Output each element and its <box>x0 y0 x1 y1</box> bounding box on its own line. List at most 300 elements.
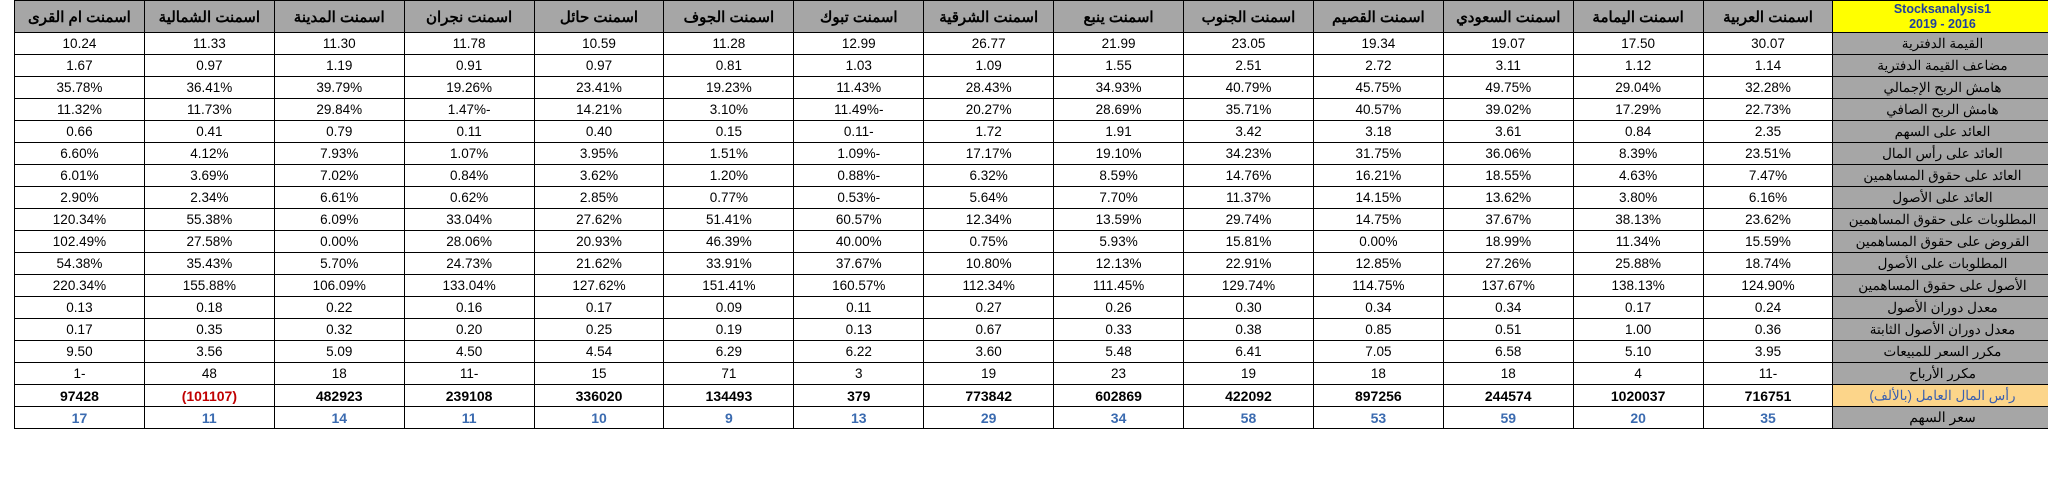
data-cell[interactable]: 4.50 <box>404 341 534 363</box>
share-price-row <box>15 407 2048 429</box>
data-cell[interactable]: 11 <box>144 407 274 429</box>
row-label[interactable]: القروض على حقوق المساهمين <box>1833 231 2048 253</box>
data-cell[interactable]: 3.11 <box>1443 55 1573 77</box>
data-cell[interactable]: 1.20% <box>664 165 794 187</box>
data-cell[interactable]: 19.23% <box>664 77 794 99</box>
data-cell[interactable]: 1.72 <box>924 121 1054 143</box>
data-cell[interactable]: 5.10 <box>1573 341 1703 363</box>
data-cell[interactable]: 5.70% <box>274 253 404 275</box>
data-cell[interactable]: 22.91% <box>1184 253 1314 275</box>
data-cell[interactable]: 19.10% <box>1054 143 1184 165</box>
data-cell[interactable]: 35.71% <box>1184 99 1314 121</box>
data-cell[interactable]: 0.22 <box>274 297 404 319</box>
data-cell[interactable]: 36.06% <box>1443 143 1573 165</box>
data-cell[interactable]: 58 <box>1184 407 1314 429</box>
row-label[interactable]: العائد على الأصول <box>1833 187 2048 209</box>
data-cell[interactable]: 0.13 <box>794 319 924 341</box>
data-cell[interactable]: 0.84 <box>1573 121 1703 143</box>
data-cell[interactable]: 2.90% <box>15 187 145 209</box>
data-cell[interactable]: 23 <box>1054 363 1184 385</box>
data-cell[interactable]: 10.59 <box>534 33 664 55</box>
data-cell[interactable]: 4 <box>1573 363 1703 385</box>
data-cell[interactable]: 23.41% <box>534 77 664 99</box>
data-cell[interactable]: 20 <box>1573 407 1703 429</box>
data-cell[interactable]: 19.34 <box>1313 33 1443 55</box>
data-cell[interactable]: 114.75% <box>1313 275 1443 297</box>
data-cell[interactable]: 71 <box>664 363 794 385</box>
data-cell[interactable]: 0.34 <box>1443 297 1573 319</box>
data-cell[interactable]: 16.21% <box>1313 165 1443 187</box>
data-cell[interactable]: 6.22 <box>794 341 924 363</box>
data-cell[interactable]: 0.24 <box>1703 297 1833 319</box>
data-cell[interactable]: 0.16 <box>404 297 534 319</box>
data-cell[interactable]: 4.12% <box>144 143 274 165</box>
data-cell[interactable]: 0.77% <box>664 187 794 209</box>
data-cell[interactable]: 11.78 <box>404 33 534 55</box>
data-cell[interactable]: 40.79% <box>1184 77 1314 99</box>
row-label[interactable]: مكرر السعر للمبيعات <box>1833 341 2048 363</box>
data-cell[interactable]: 51.41% <box>664 209 794 231</box>
table-row <box>15 77 2048 99</box>
row-label[interactable]: هامش الربح الإجمالي <box>1833 77 2048 99</box>
table-row <box>15 209 2048 231</box>
data-cell[interactable]: 29.04% <box>1573 77 1703 99</box>
data-cell[interactable]: 53 <box>1313 407 1443 429</box>
data-cell[interactable]: 0.84% <box>404 165 534 187</box>
data-cell[interactable]: 6.61% <box>274 187 404 209</box>
data-cell[interactable]: 6.41 <box>1184 341 1314 363</box>
data-cell[interactable]: 137.67% <box>1443 275 1573 297</box>
company-header[interactable]: اسمنت اليمامة <box>1573 1 1703 33</box>
data-cell[interactable]: 0.00% <box>274 231 404 253</box>
data-cell[interactable]: 18 <box>1313 363 1443 385</box>
data-cell[interactable]: 35.78% <box>15 77 145 99</box>
data-cell[interactable]: 18.55% <box>1443 165 1573 187</box>
data-cell[interactable]: 1.51% <box>664 143 794 165</box>
data-cell[interactable]: 0.17 <box>15 319 145 341</box>
row-label[interactable]: المطلوبات على حقوق المساهمين <box>1833 209 2048 231</box>
data-cell[interactable]: 6.29 <box>664 341 794 363</box>
data-cell[interactable]: 59 <box>1443 407 1573 429</box>
data-cell[interactable]: 48 <box>144 363 274 385</box>
data-cell[interactable]: 12.85% <box>1313 253 1443 275</box>
data-cell[interactable]: 0.00% <box>1313 231 1443 253</box>
data-cell[interactable]: 5.09 <box>274 341 404 363</box>
data-cell[interactable]: 3.10% <box>664 99 794 121</box>
row-label[interactable]: رأس المال العامل (بالألف) <box>1833 385 2048 407</box>
data-cell[interactable]: 6.16% <box>1703 187 1833 209</box>
data-cell[interactable]: 18 <box>1443 363 1573 385</box>
data-cell[interactable]: 2.34% <box>144 187 274 209</box>
data-cell[interactable]: 5.48 <box>1054 341 1184 363</box>
data-cell[interactable]: 20.93% <box>534 231 664 253</box>
data-cell[interactable]: 23.62% <box>1703 209 1833 231</box>
data-cell[interactable]: 1.03 <box>794 55 924 77</box>
data-cell[interactable]: 18.74% <box>1703 253 1833 275</box>
data-cell[interactable]: 1.67 <box>15 55 145 77</box>
table-row <box>15 99 2048 121</box>
data-cell[interactable]: 37.67% <box>794 253 924 275</box>
data-cell[interactable]: 0.81 <box>664 55 794 77</box>
data-cell[interactable]: 0.17 <box>1573 297 1703 319</box>
data-cell[interactable]: 127.62% <box>534 275 664 297</box>
data-cell[interactable]: 422092 <box>1184 385 1314 407</box>
data-cell[interactable]: 9.50 <box>15 341 145 363</box>
data-cell[interactable]: 0.38 <box>1184 319 1314 341</box>
data-cell[interactable]: 133.04% <box>404 275 534 297</box>
data-cell[interactable]: 160.57% <box>794 275 924 297</box>
company-header[interactable]: اسمنت الشرقية <box>924 1 1054 33</box>
data-cell[interactable]: 19 <box>924 363 1054 385</box>
data-cell[interactable]: 6.58 <box>1443 341 1573 363</box>
data-cell[interactable]: 28.69% <box>1054 99 1184 121</box>
data-cell[interactable]: 12.99 <box>794 33 924 55</box>
data-cell[interactable]: 1.91 <box>1054 121 1184 143</box>
data-cell[interactable]: 11.37% <box>1184 187 1314 209</box>
data-cell[interactable]: 106.09% <box>274 275 404 297</box>
data-cell[interactable]: -0.11 <box>794 121 924 143</box>
data-cell[interactable]: 8.39% <box>1573 143 1703 165</box>
data-cell[interactable]: 4.63% <box>1573 165 1703 187</box>
data-cell[interactable]: 29.74% <box>1184 209 1314 231</box>
data-cell[interactable]: 33.91% <box>664 253 794 275</box>
data-cell[interactable]: 111.45% <box>1054 275 1184 297</box>
data-cell[interactable]: 897256 <box>1313 385 1443 407</box>
data-cell[interactable]: 27.26% <box>1443 253 1573 275</box>
data-cell[interactable]: 112.34% <box>924 275 1054 297</box>
data-cell[interactable]: 0.19 <box>664 319 794 341</box>
data-cell[interactable]: 13.62% <box>1443 187 1573 209</box>
data-cell[interactable]: 0.17 <box>534 297 664 319</box>
data-cell[interactable]: 30.07 <box>1703 33 1833 55</box>
data-cell[interactable]: 0.66 <box>15 121 145 143</box>
data-cell[interactable]: 38.13% <box>1573 209 1703 231</box>
company-header[interactable]: اسمنت حائل <box>534 1 664 33</box>
data-cell[interactable]: 40.00% <box>794 231 924 253</box>
data-cell[interactable]: 3 <box>794 363 924 385</box>
data-cell[interactable]: 336020 <box>534 385 664 407</box>
data-cell[interactable]: 0.35 <box>144 319 274 341</box>
data-cell[interactable]: 239108 <box>404 385 534 407</box>
data-cell[interactable]: 138.13% <box>1573 275 1703 297</box>
table-row <box>15 33 2048 55</box>
data-cell[interactable]: 1.55 <box>1054 55 1184 77</box>
data-cell[interactable]: 14 <box>274 407 404 429</box>
data-cell[interactable]: 6.09% <box>274 209 404 231</box>
data-cell[interactable]: 1.14 <box>1703 55 1833 77</box>
data-cell[interactable]: 19 <box>1184 363 1314 385</box>
data-cell[interactable]: 11.28 <box>664 33 794 55</box>
data-cell[interactable]: 0.11 <box>404 121 534 143</box>
data-cell[interactable]: (101107) <box>144 385 274 407</box>
row-label[interactable]: معدل دوران الأصول الثابتة <box>1833 319 2048 341</box>
data-cell[interactable]: 29 <box>924 407 1054 429</box>
data-cell[interactable]: 45.75% <box>1313 77 1443 99</box>
data-cell[interactable]: -0.53% <box>794 187 924 209</box>
data-cell[interactable]: 27.62% <box>534 209 664 231</box>
data-cell[interactable]: 3.18 <box>1313 121 1443 143</box>
data-cell[interactable]: 102.49% <box>15 231 145 253</box>
data-cell[interactable]: 21.99 <box>1054 33 1184 55</box>
data-cell[interactable]: 17 <box>15 407 145 429</box>
data-cell[interactable]: 19.26% <box>404 77 534 99</box>
data-cell[interactable]: 11 <box>404 407 534 429</box>
data-cell[interactable]: 155.88% <box>144 275 274 297</box>
data-cell[interactable]: 1.07% <box>404 143 534 165</box>
data-cell[interactable]: 3.61 <box>1443 121 1573 143</box>
data-cell[interactable]: 3.95 <box>1703 341 1833 363</box>
data-cell[interactable]: 3.69% <box>144 165 274 187</box>
data-cell[interactable]: 21.62% <box>534 253 664 275</box>
data-cell[interactable]: 25.88% <box>1573 253 1703 275</box>
data-cell[interactable]: 34.23% <box>1184 143 1314 165</box>
data-cell[interactable]: 5.64% <box>924 187 1054 209</box>
data-cell[interactable]: 6.60% <box>15 143 145 165</box>
data-cell[interactable]: 0.36 <box>1703 319 1833 341</box>
data-cell[interactable]: 11.73% <box>144 99 274 121</box>
data-cell[interactable]: 0.51 <box>1443 319 1573 341</box>
data-cell[interactable]: 716751 <box>1703 385 1833 407</box>
data-cell[interactable]: -1 <box>15 363 145 385</box>
row-label[interactable]: القيمة الدفترية <box>1833 33 2048 55</box>
data-cell[interactable]: 1.09 <box>924 55 1054 77</box>
data-cell[interactable]: 0.13 <box>15 297 145 319</box>
table-row <box>15 297 2048 319</box>
data-cell[interactable]: 10.24 <box>15 33 145 55</box>
row-label[interactable]: مضاعف القيمة الدفترية <box>1833 55 2048 77</box>
data-cell[interactable]: 4.54 <box>534 341 664 363</box>
data-cell[interactable]: -1.09% <box>794 143 924 165</box>
data-cell[interactable]: 11.34% <box>1573 231 1703 253</box>
data-cell[interactable]: 37.67% <box>1443 209 1573 231</box>
data-cell[interactable]: 13.59% <box>1054 209 1184 231</box>
table-row <box>15 231 2048 253</box>
data-cell[interactable]: 28.06% <box>404 231 534 253</box>
data-cell[interactable]: 1.00 <box>1573 319 1703 341</box>
data-cell[interactable]: 35 <box>1703 407 1833 429</box>
data-cell[interactable]: 26.77 <box>924 33 1054 55</box>
data-cell[interactable]: 0.67 <box>924 319 1054 341</box>
data-cell[interactable]: 11.32% <box>15 99 145 121</box>
data-cell[interactable]: 11.33 <box>144 33 274 55</box>
data-cell[interactable]: 244574 <box>1443 385 1573 407</box>
data-cell[interactable]: 11.43% <box>794 77 924 99</box>
data-cell[interactable]: 0.09 <box>664 297 794 319</box>
data-cell[interactable]: 1.19 <box>274 55 404 77</box>
data-cell[interactable]: 34 <box>1054 407 1184 429</box>
table-row <box>15 253 2048 275</box>
data-cell[interactable]: 55.38% <box>144 209 274 231</box>
data-cell[interactable]: -1.47% <box>404 99 534 121</box>
data-cell[interactable]: 27.58% <box>144 231 274 253</box>
data-cell[interactable]: 3.95% <box>534 143 664 165</box>
data-cell[interactable]: 3.62% <box>534 165 664 187</box>
data-cell[interactable]: 0.30 <box>1184 297 1314 319</box>
data-cell[interactable]: 33.04% <box>404 209 534 231</box>
data-cell[interactable]: 46.39% <box>664 231 794 253</box>
data-cell[interactable]: 39.02% <box>1443 99 1573 121</box>
data-cell[interactable]: 15.81% <box>1184 231 1314 253</box>
row-label[interactable]: الأصول على حقوق المساهمين <box>1833 275 2048 297</box>
data-cell[interactable]: 0.79 <box>274 121 404 143</box>
data-cell[interactable]: 36.41% <box>144 77 274 99</box>
data-cell[interactable]: 32.28% <box>1703 77 1833 99</box>
company-header[interactable]: اسمنت تبوك <box>794 1 924 33</box>
table-row <box>15 319 2048 341</box>
row-label[interactable]: سعر السهم <box>1833 407 2048 429</box>
data-cell[interactable]: 2.51 <box>1184 55 1314 77</box>
data-cell[interactable]: 17.29% <box>1573 99 1703 121</box>
row-label[interactable]: العائد على رأس المال <box>1833 143 2048 165</box>
data-cell[interactable]: 7.47% <box>1703 165 1833 187</box>
data-cell[interactable]: 482923 <box>274 385 404 407</box>
row-label[interactable]: مكرر الأرباح <box>1833 363 2048 385</box>
data-cell[interactable]: 22.73% <box>1703 99 1833 121</box>
data-cell[interactable]: 124.90% <box>1703 275 1833 297</box>
company-header[interactable]: اسمنت المدينة <box>274 1 404 33</box>
data-cell[interactable]: 54.38% <box>15 253 145 275</box>
row-label[interactable]: المطلوبات على الأصول <box>1833 253 2048 275</box>
data-cell[interactable]: 31.75% <box>1313 143 1443 165</box>
data-cell[interactable]: 773842 <box>924 385 1054 407</box>
data-cell[interactable]: 18.99% <box>1443 231 1573 253</box>
data-cell[interactable]: 17.17% <box>924 143 1054 165</box>
data-cell[interactable]: 34.93% <box>1054 77 1184 99</box>
data-cell[interactable]: 13 <box>794 407 924 429</box>
data-cell[interactable]: 0.41 <box>144 121 274 143</box>
data-cell[interactable]: 0.18 <box>144 297 274 319</box>
data-cell[interactable]: 134493 <box>664 385 794 407</box>
data-cell[interactable]: 3.56 <box>144 341 274 363</box>
data-cell[interactable]: 6.01% <box>15 165 145 187</box>
data-cell[interactable]: 1.12 <box>1573 55 1703 77</box>
table-row <box>15 121 2048 143</box>
data-cell[interactable]: 0.15 <box>664 121 794 143</box>
data-cell[interactable]: 602869 <box>1054 385 1184 407</box>
data-cell[interactable]: 8.59% <box>1054 165 1184 187</box>
data-cell[interactable]: 0.11 <box>794 297 924 319</box>
data-cell[interactable]: 11.30 <box>274 33 404 55</box>
data-cell[interactable]: 0.91 <box>404 55 534 77</box>
data-cell[interactable]: 379 <box>794 385 924 407</box>
data-cell[interactable]: 220.34% <box>15 275 145 297</box>
data-cell[interactable]: -11.49% <box>794 99 924 121</box>
row-label[interactable]: العائد على حقوق المساهمين <box>1833 165 2048 187</box>
company-header[interactable]: اسمنت العربية <box>1703 1 1833 33</box>
data-cell[interactable]: 7.02% <box>274 165 404 187</box>
data-cell[interactable]: 15 <box>534 363 664 385</box>
table-row <box>15 55 2048 77</box>
data-cell[interactable]: 7.70% <box>1054 187 1184 209</box>
data-cell[interactable]: 5.93% <box>1054 231 1184 253</box>
company-header[interactable]: اسمنت القصيم <box>1313 1 1443 33</box>
period-label: 2016 - 2019 <box>1909 17 1976 31</box>
data-cell[interactable]: 17.50 <box>1573 33 1703 55</box>
data-cell[interactable]: 60.57% <box>794 209 924 231</box>
data-cell[interactable]: 0.97 <box>534 55 664 77</box>
corner-cell[interactable] <box>1833 1 2048 33</box>
data-cell[interactable]: 1020037 <box>1573 385 1703 407</box>
data-cell[interactable]: 14.76% <box>1184 165 1314 187</box>
data-cell[interactable]: 151.41% <box>664 275 794 297</box>
data-cell[interactable]: 0.27 <box>924 297 1054 319</box>
data-cell[interactable]: 2.35 <box>1703 121 1833 143</box>
data-cell[interactable]: 3.42 <box>1184 121 1314 143</box>
company-header[interactable]: اسمنت الجوف <box>664 1 794 33</box>
data-cell[interactable]: 49.75% <box>1443 77 1573 99</box>
data-cell[interactable]: 3.60 <box>924 341 1054 363</box>
data-cell[interactable]: 2.85% <box>534 187 664 209</box>
company-header[interactable]: اسمنت نجران <box>404 1 534 33</box>
data-cell[interactable]: 9 <box>664 407 794 429</box>
row-label[interactable]: العائد على السهم <box>1833 121 2048 143</box>
data-cell[interactable]: 0.97 <box>144 55 274 77</box>
ratios-table <box>14 0 2048 429</box>
company-header[interactable]: اسمنت ينبع <box>1054 1 1184 33</box>
data-cell[interactable]: 0.75% <box>924 231 1054 253</box>
data-cell[interactable]: 29.84% <box>274 99 404 121</box>
data-cell[interactable]: -11 <box>1703 363 1833 385</box>
data-cell[interactable]: 0.20 <box>404 319 534 341</box>
data-cell[interactable]: -0.88% <box>794 165 924 187</box>
data-cell[interactable]: 19.07 <box>1443 33 1573 55</box>
data-cell[interactable]: 0.33 <box>1054 319 1184 341</box>
data-cell[interactable]: 14.15% <box>1313 187 1443 209</box>
row-label[interactable]: معدل دوران الأصول <box>1833 297 2048 319</box>
row-label[interactable]: هامش الربح الصافي <box>1833 99 2048 121</box>
data-cell[interactable]: 10.80% <box>924 253 1054 275</box>
data-cell[interactable]: 0.32 <box>274 319 404 341</box>
header-row <box>15 1 2048 33</box>
data-cell[interactable]: 6.32% <box>924 165 1054 187</box>
data-cell[interactable]: 35.43% <box>144 253 274 275</box>
data-cell[interactable]: -11 <box>404 363 534 385</box>
data-cell[interactable]: 14.75% <box>1313 209 1443 231</box>
data-cell[interactable]: 7.93% <box>274 143 404 165</box>
data-cell[interactable]: 20.27% <box>924 99 1054 121</box>
data-cell[interactable]: 10 <box>534 407 664 429</box>
data-cell[interactable]: 14.21% <box>534 99 664 121</box>
data-cell[interactable]: 2.72 <box>1313 55 1443 77</box>
data-cell[interactable]: 28.43% <box>924 77 1054 99</box>
data-cell[interactable]: 0.85 <box>1313 319 1443 341</box>
data-cell[interactable]: 39.79% <box>274 77 404 99</box>
data-cell[interactable]: 24.73% <box>404 253 534 275</box>
sheet-title: Stocksanalysis1 <box>1893 2 1992 16</box>
data-cell[interactable]: 0.62% <box>404 187 534 209</box>
company-header[interactable]: اسمنت الجنوب <box>1184 1 1314 33</box>
data-cell[interactable]: 120.34% <box>15 209 145 231</box>
data-cell[interactable]: 23.51% <box>1703 143 1833 165</box>
data-cell[interactable]: 0.25 <box>534 319 664 341</box>
data-cell[interactable]: 0.26 <box>1054 297 1184 319</box>
data-cell[interactable]: 12.13% <box>1054 253 1184 275</box>
data-cell[interactable]: 129.74% <box>1184 275 1314 297</box>
data-cell[interactable]: 3.80% <box>1573 187 1703 209</box>
data-cell[interactable]: 0.40 <box>534 121 664 143</box>
data-cell[interactable]: 23.05 <box>1184 33 1314 55</box>
company-header[interactable]: اسمنت السعودي <box>1443 1 1573 33</box>
data-cell[interactable]: 0.34 <box>1313 297 1443 319</box>
company-header[interactable]: اسمنت ام القرى <box>15 1 145 33</box>
company-header[interactable]: اسمنت الشمالية <box>144 1 274 33</box>
data-cell[interactable]: 15.59% <box>1703 231 1833 253</box>
data-cell[interactable]: 12.34% <box>924 209 1054 231</box>
data-cell[interactable]: 97428 <box>15 385 145 407</box>
data-cell[interactable]: 40.57% <box>1313 99 1443 121</box>
data-cell[interactable]: 7.05 <box>1313 341 1443 363</box>
data-cell[interactable]: 18 <box>274 363 404 385</box>
